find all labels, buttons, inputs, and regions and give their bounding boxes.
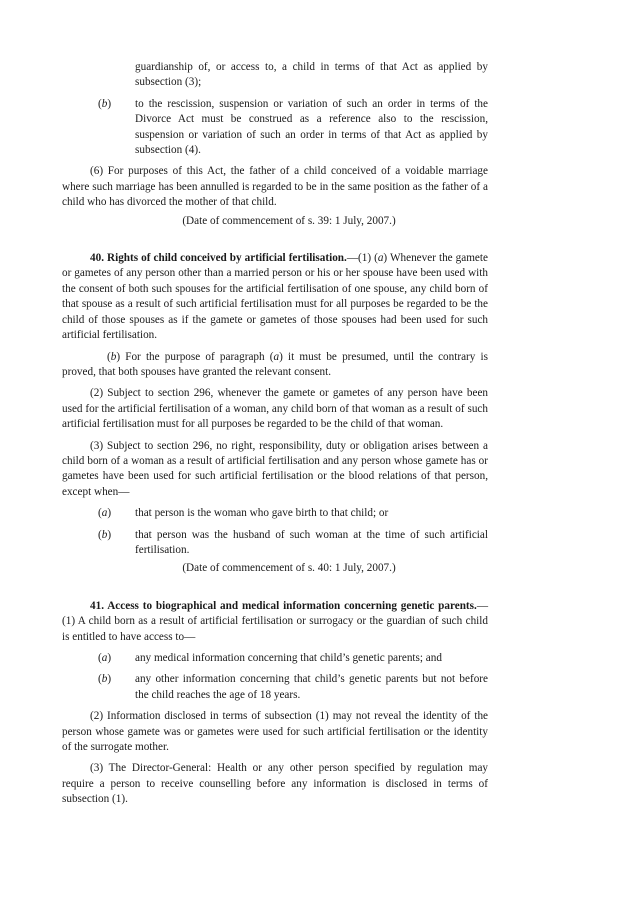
item-label: (b) <box>98 97 112 110</box>
section-40-intro: 40. Rights of child conceived by artificial fertilisation.—(1) (a) Whenever the gamete or gametes of any person other than a married person or his or her spouse have been used with the consent of both such spouses for the artificial fertilisation of one spouse, any child born of that spouse as a result of such artificial fertilisation must for all purposes be regarded to be the child of those spouses as if the gamete or gametes of those spouses had been used for such artificial fertilisation. <box>62 252 488 342</box>
item-text: to the rescission, suspension or variation of such an order in terms of the Divorce Act must be construed as a reference also to the rescission, suspension or variation of such an order in terms of that Act as applied by subsection (4). <box>135 97 488 157</box>
list-item <box>62 506 488 521</box>
list-item <box>62 97 488 159</box>
item-label: (a) <box>98 652 112 664</box>
section-40-para-3: (3) Subject to section 296, no right, responsibility, duty or obligation arises between a child born of a woman as a result of artificial fertilisation and any person whose gamete has or gametes have been used for such artificial fertilisation or the blood relations of that person, except when— <box>62 439 488 498</box>
section-41-para-3: (3) The Director-General: Health or any other person specified by regulation may require a person to receive counselling before any information is disclosed in terms of subsection (1). <box>62 762 488 806</box>
item-label: (b) <box>98 673 112 686</box>
commencement-date-39: (Date of commencement of s. 39: 1 July, 2007.) <box>182 214 396 227</box>
document-body <box>62 60 488 808</box>
list-item <box>62 672 488 703</box>
list-item <box>62 528 488 559</box>
paragraph-6: (6) For purposes of this Act, the father of a child conceived of a voidable marriage where such marriage has been annulled is regarded to be in the same position as the father of a child who has divorced the mother of that child. <box>62 165 488 209</box>
item-text: any other information concerning that child’s genetic parents but not before the child reaches the age of 18 years. <box>135 673 488 701</box>
section-40-heading: 40. Rights of child conceived by artificial fertilisation. <box>90 252 347 265</box>
list-item <box>62 651 488 666</box>
section-40-para-b: (b) For the purpose of paragraph (a) it must be presumed, until the contrary is proved, that both spouses have granted the relevant consent. <box>62 350 488 378</box>
item-text: any medical information concerning that child’s genetic parents; and <box>135 652 442 664</box>
item-label: (a) <box>98 507 112 520</box>
section-41-intro: 41. Access to biographical and medical information concerning genetic parents.—(1) A child born as a result of artificial fertilisation or surrogacy or the guardian of such child is entitled to have access to— <box>62 599 488 643</box>
commencement-date-40: (Date of commencement of s. 40: 1 July, 2007.) <box>182 562 396 575</box>
section-41-para-2: (2) Information disclosed in terms of subsection (1) may not reveal the identity of the person whose gamete was or gametes were used for such artificial fertilisation or the identity of the surrogate mother. <box>62 710 488 754</box>
continued-text: guardianship of, or access to, a child in terms of that Act as applied by subsection (3); <box>135 61 488 89</box>
item-text: that person is the woman who gave birth to that child; or <box>135 507 389 520</box>
section-41-heading: 41. Access to biographical and medical information concerning genetic parents. <box>90 599 477 612</box>
item-label: (b) <box>98 528 112 541</box>
section-40-para-2: (2) Subject to section 296, whenever the gamete or gametes of any person have been used for the artificial fertilisation of a woman, any child born of that woman as a result of such artificial fertilisation must for all purposes be regarded to be the child of that woman. <box>62 387 488 431</box>
item-text: that person was the husband of such woman at the time of such artificial fertilisation. <box>135 528 488 556</box>
